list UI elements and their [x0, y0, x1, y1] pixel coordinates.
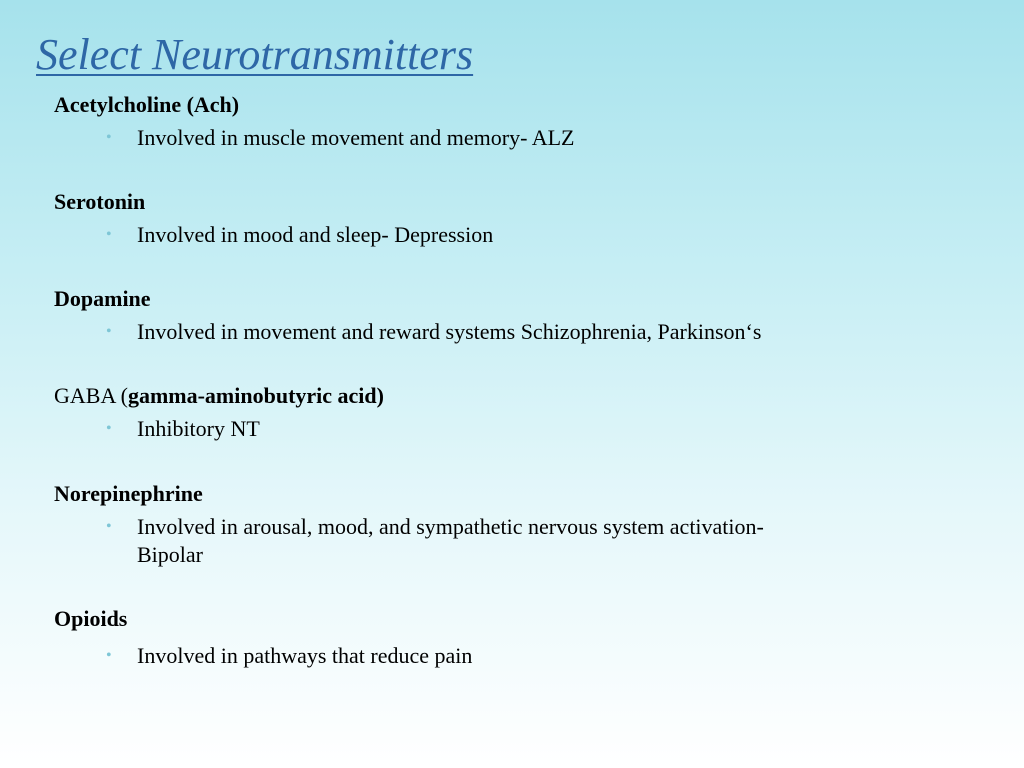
- section-heading-opioids: Opioids: [54, 606, 128, 631]
- gaba-paren-close: ): [376, 383, 384, 408]
- gaba-abbreviation: GABA: [54, 383, 116, 408]
- section-heading-gaba: [54, 383, 384, 409]
- section-heading-norepinephrine: Norepinephrine: [54, 481, 203, 506]
- section-heading-acetylcholine: Acetylcholine (Ach): [54, 92, 240, 117]
- bullet-text-line2: Bipolar: [137, 542, 203, 567]
- bullet-item-serotonin: [106, 221, 494, 249]
- gaba-full-name: gamma-aminobutyric acid: [127, 383, 377, 408]
- bullet-text: Involved in muscle movement and memory- ALZ: [137, 125, 575, 150]
- section-heading-serotonin: Serotonin: [54, 189, 146, 214]
- bullet-item-opioids: [106, 642, 473, 670]
- bullet-icon: •: [106, 129, 112, 146]
- bullet-text-line1: Involved in arousal, mood, and sympathetic nervous system activation-: [137, 514, 764, 539]
- bullet-icon: •: [106, 647, 112, 664]
- gaba-paren-open: (: [115, 383, 128, 408]
- section-heading-dopamine: Dopamine: [54, 286, 151, 311]
- bullet-item-gaba: [106, 415, 260, 443]
- bullet-item-acetylcholine: [106, 124, 575, 152]
- slide-title: Select Neurotransmitters: [36, 30, 474, 79]
- bullet-text: Inhibitory NT: [137, 416, 260, 441]
- bullet-icon: •: [106, 518, 112, 535]
- bullet-item-dopamine: [106, 318, 762, 346]
- bullet-text: Involved in movement and reward systems Schizophrenia, Parkinson‘s: [137, 319, 762, 344]
- bullet-icon: •: [106, 323, 112, 340]
- bullet-icon: •: [106, 226, 112, 243]
- bullet-text: Involved in pathways that reduce pain: [137, 643, 473, 668]
- bullet-text: Involved in mood and sleep- Depression: [137, 222, 494, 247]
- bullet-item-norepinephrine: [106, 513, 764, 569]
- bullet-icon: •: [106, 420, 112, 437]
